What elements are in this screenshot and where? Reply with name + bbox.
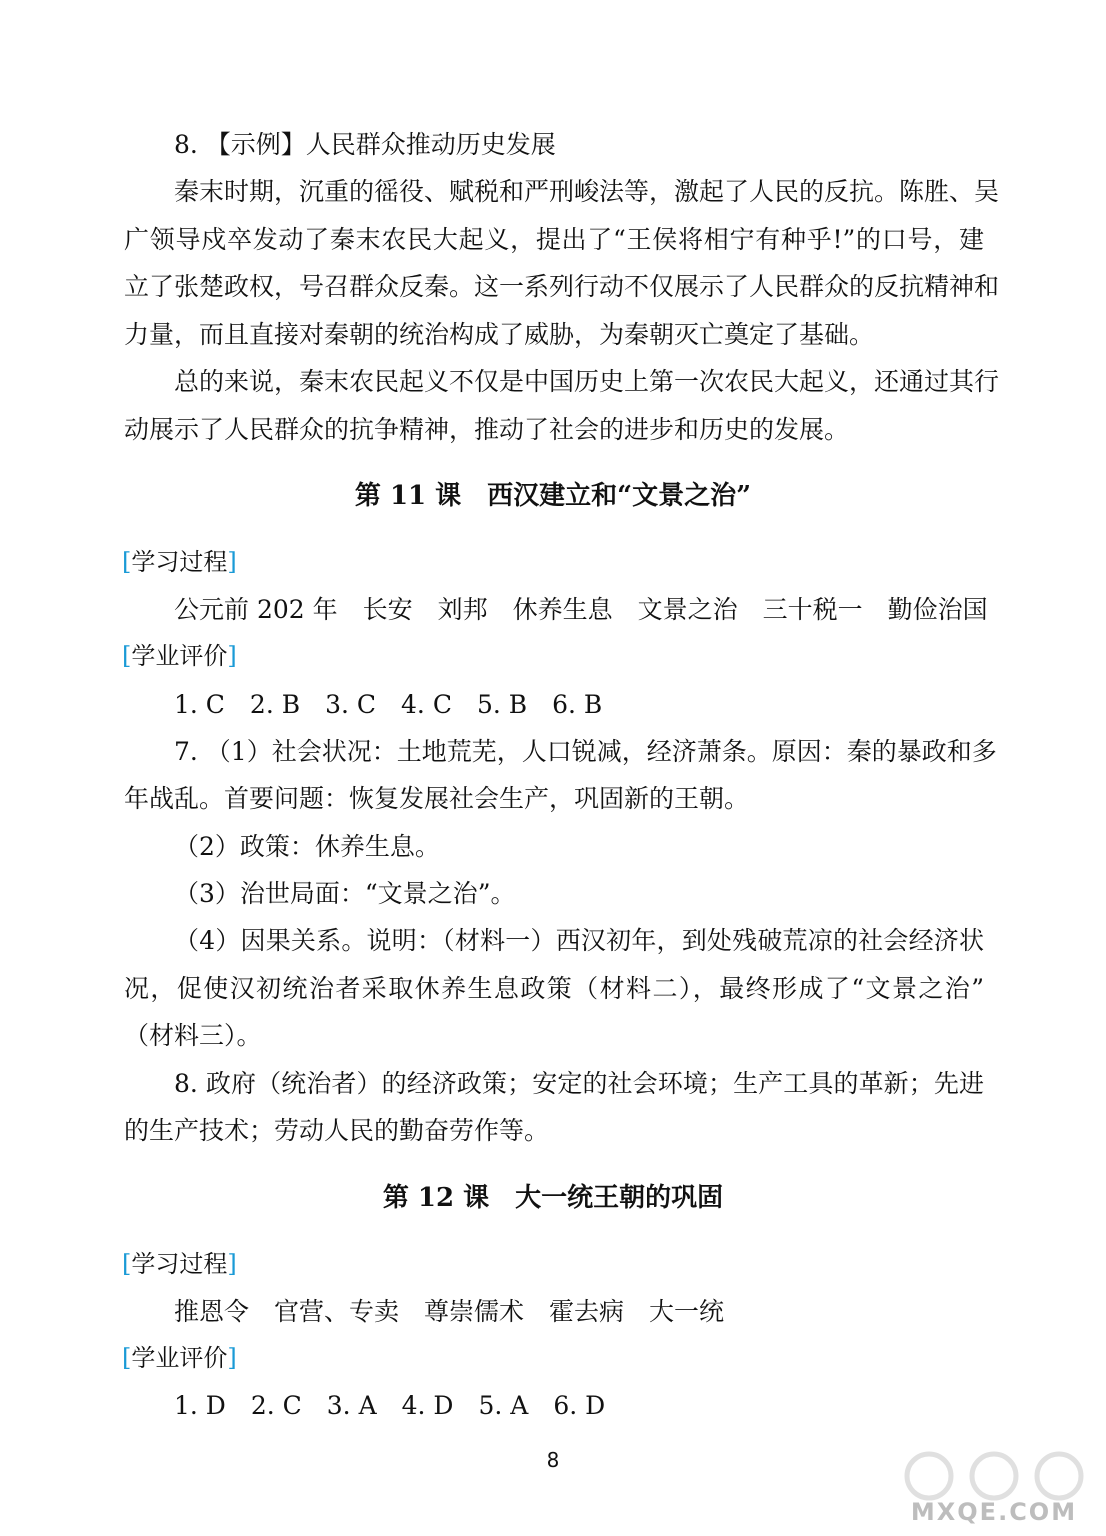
paragraph-line: 动展示了人民群众的抗争精神，推动了社会的进步和历史的发展。 (124, 415, 850, 444)
learning-answers: 公元前 202 年 长安 刘邦 休养生息 文景之治 三十税一 勤俭治国 (174, 595, 988, 624)
q7-line: 年战乱。首要问题：恢复发展社会生产，巩固新的王朝。 (124, 784, 750, 813)
q7-line: 7. （1）社会状况：土地荒芜，人口锐减，经济萧条。原因：秦的暴政和多 (174, 737, 997, 766)
q8-title: 8. 【示例】人民群众推动历史发展 (174, 130, 556, 159)
q7-line: （4）因果关系。说明：（材料一）西汉初年，到处残破荒凉的社会经济状 (174, 926, 984, 955)
watermark-site: MXQE.COM (910, 1498, 1078, 1526)
learning-answers: 推恩令 官营、专卖 尊崇儒术 霍去病 大一统 (174, 1297, 725, 1326)
page-number: 8 (546, 1448, 560, 1472)
q7-line: （2）政策：休养生息。 (174, 832, 440, 861)
lesson-12-title: 第 12 课 大一统王朝的巩固 (382, 1183, 724, 1213)
q8-line: 8. 政府（统治者）的经济政策；安定的社会环境；生产工具的革新；先进 (174, 1069, 984, 1098)
lesson-11-title: 第 11 课 西汉建立和“文景之治” (354, 481, 752, 511)
paragraph-line: 总的来说，秦末农民起义不仅是中国历史上第一次农民大起义，还通过其行 (174, 367, 1000, 396)
q8-line: 的生产技术；劳动人民的勤奋劳作等。 (124, 1116, 550, 1145)
q7-line: （3）治世局面：“文景之治”。 (174, 879, 516, 908)
paragraph-line: 秦末时期，沉重的徭役、赋税和严刑峻法等，激起了人民的反抗。陈胜、吴 (174, 177, 1000, 206)
paragraph-line: 广领导戍卒发动了秦末农民大起义，提出了“王侯将相宁有种乎!”的口号，建 (124, 225, 984, 254)
paragraph-line: 力量，而且直接对秦朝的统治构成了威胁，为秦朝灭亡奠定了基础。 (124, 320, 875, 349)
choice-answers: 1. D 2. C 3. A 4. D 5. A 6. D (174, 1391, 606, 1420)
section-label-evaluation: [学业评价] (122, 1344, 237, 1372)
q7-line: （材料三）。 (124, 1021, 262, 1050)
q7-line: 况，促使汉初统治者采取休养生息政策（材料二），最终形成了“文景之治” (124, 974, 984, 1003)
section-label-learning: [学习过程] (122, 1250, 237, 1278)
section-label-evaluation: [学业评价] (122, 642, 237, 670)
paragraph-line: 立了张楚政权，号召群众反秦。这一系列行动不仅展示了人民群众的反抗精神和 (124, 272, 1000, 301)
section-label-learning: [学习过程] (122, 548, 237, 576)
choice-answers: 1. C 2. B 3. C 4. C 5. B 6. B (174, 690, 603, 719)
